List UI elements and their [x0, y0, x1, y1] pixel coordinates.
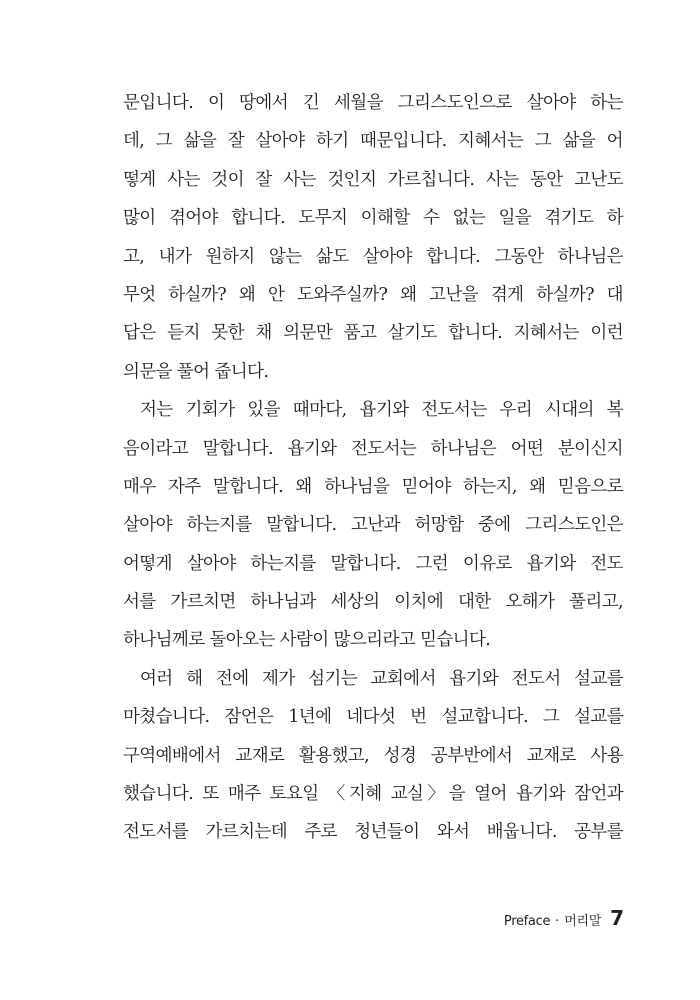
- text-line: 데, 그 삶을 잘 살아야 하기 때문입니다. 지혜서는 그 삶을 어: [123, 131, 623, 152]
- text-line: 매우 자주 말합니다. 왜 하나님을 믿어야 하는지, 왜 믿음으로: [123, 476, 623, 497]
- text-line: 어떻게 살아야 하는지를 말합니다. 그런 이유로 욥기와 전도: [123, 553, 623, 574]
- paragraph-1: [123, 84, 623, 391]
- text-line: 구역예배에서 교재로 활용했고, 성경 공부반에서 교재로 사용: [123, 745, 623, 766]
- text-line: 여러 해 전에 제가 섬기는 교회에서 욥기와 전도서 설교를: [140, 668, 623, 689]
- page-body: [123, 84, 623, 852]
- text-line: 답은 듣지 못한 채 의문만 품고 살기도 합니다. 지혜서는 이런: [123, 323, 623, 344]
- text-line: 살아야 하는지를 말합니다. 고난과 허망함 중에 그리스도인은: [123, 515, 623, 536]
- text-line: 많이 겪어야 합니다. 도무지 이해할 수 없는 일을 겪기도 하: [123, 208, 623, 229]
- text-line: 의문을 풀어 줍니다.: [123, 361, 269, 382]
- page-number: 7: [610, 906, 624, 930]
- text-line: 전도서를 가르치는데 주로 청년들이 와서 배웁니다. 공부를: [123, 822, 623, 843]
- footer-section-en: Preface: [503, 914, 551, 929]
- text-line: 음이라고 말합니다. 욥기와 전도서는 하나님은 어떤 분이신지: [123, 438, 623, 459]
- text-line: 떻게 사는 것이 잘 사는 것인지 가르칩니다. 사는 동안 고난도: [123, 169, 623, 190]
- text-line: 했습니다. 또 매주 토요일 〈지혜 교실〉을 열어 욥기와 잠언과: [123, 784, 623, 805]
- text-line: 문입니다. 이 땅에서 긴 세월을 그리스도인으로 살아야 하는: [123, 93, 623, 113]
- text-line: 하나님께로 돌아오는 사람이 많으리라고 믿습니다.: [123, 630, 491, 651]
- text-line: 마쳤습니다. 잠언은 1년에 네다섯 번 설교합니다. 그 설교를: [123, 707, 623, 728]
- footer-section-ko: 머리말: [564, 914, 602, 929]
- text-line: 저는 기회가 있을 때마다, 욥기와 전도서는 우리 시대의 복: [140, 400, 623, 421]
- paragraph-2: [123, 391, 623, 660]
- text-line: 서를 가르치면 하나님과 세상의 이치에 대한 오해가 풀리고,: [123, 592, 623, 613]
- footer-separator: ·: [555, 914, 560, 929]
- running-footer: [504, 906, 624, 936]
- text-line: 무엇 하실까? 왜 안 도와주실까? 왜 고난을 겪게 하실까? 대: [123, 284, 623, 305]
- text-line: 고, 내가 원하지 않는 삶도 살아야 합니다. 그동안 하나님은: [123, 246, 623, 267]
- paragraph-3: [123, 660, 623, 852]
